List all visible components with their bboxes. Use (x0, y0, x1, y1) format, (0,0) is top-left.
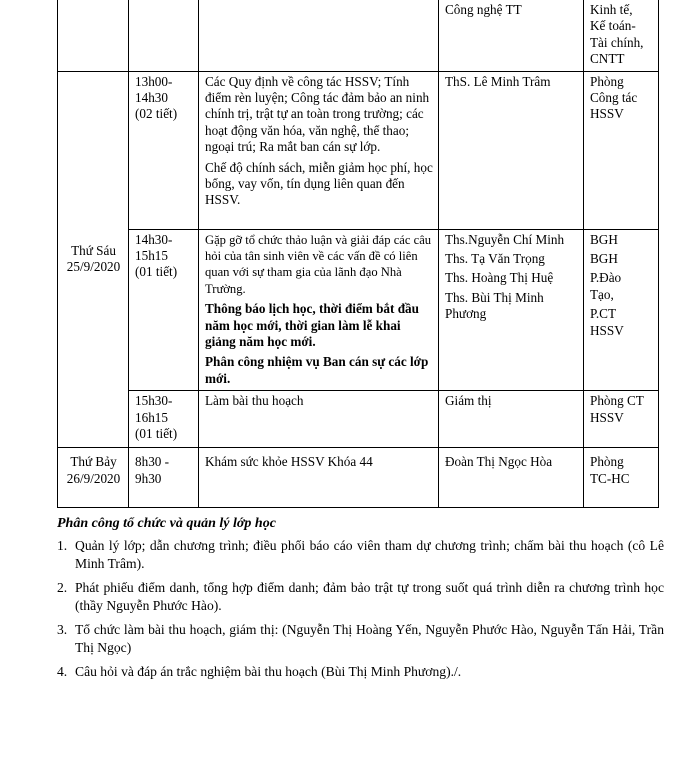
day-cell-saturday: Thứ Bảy 26/9/2020 (58, 448, 129, 508)
content-cell: Các Quy định về công tác HSSV; Tính điểm rèn luyện; Công tác đảm bảo an ninh chính trị, trật tự an toàn trong trường; các hoạt động văn hóa, văn nghệ, thể thao; ngoại trú; Ra mắt ban cán sự lớp. Chế độ chính sách, miễn giảm học phí, học bổng, vay vốn, tín dụng liên quan đến HSSV. (199, 71, 439, 229)
table-row (58, 391, 659, 448)
content-cell (199, 0, 439, 71)
list-item: 4. Câu hỏi và đáp án trắc nghiệm bài thu hoạch (Bùi Thị Minh Phương)./. (57, 664, 462, 679)
unit-cell: Phòng Công tác HSSV (584, 71, 659, 229)
content-cell: Làm bài thu hoạch (199, 391, 439, 448)
unit-cell: BGH BGH P.Đào Tạo, P.CT HSSV (584, 229, 659, 391)
table-row (58, 448, 659, 508)
time-cell: 14h30- 15h15 (01 tiết) (129, 229, 199, 391)
list-item: 2. Phát phiếu điểm danh, tổng hợp điểm danh; đảm bảo trật tự trong suốt quá trình diễn ra chương trình học (thầy Nguyễn Phước Hào). (57, 580, 664, 613)
unit-cell: Phòng TC-HC (584, 448, 659, 508)
assignment-list (57, 537, 664, 687)
content-cell: Gặp gỡ tổ chức thảo luận và giải đáp các câu hỏi của tân sinh viên về các vấn đề có liên quan với sự tham gia của lãnh đạo Nhà Trường. Thông báo lịch học, thời điểm bắt đầu năm học mới, thời gian làm lễ khai giảng năm học mới. Phân công nhiệm vụ Ban cán sự các lớp mới. (199, 229, 439, 391)
staff-cell: Đoàn Thị Ngọc Hòa (439, 448, 584, 508)
time-cell: 13h00- 14h30 (02 tiết) (129, 71, 199, 229)
table-row (58, 0, 659, 71)
unit-cell: Kinh tế, Kế toán- Tài chính, CNTT (584, 0, 659, 71)
day-cell (58, 0, 129, 71)
time-cell: 8h30 - 9h30 (129, 448, 199, 508)
table-row (58, 71, 659, 229)
time-cell: 15h30- 16h15 (01 tiết) (129, 391, 199, 448)
list-item: 1. Quản lý lớp; dẫn chương trình; điều phối báo cáo viên tham dự chương trình; chấm bài thu hoạch (cô Lê Minh Trâm). (57, 538, 664, 571)
day-cell-friday: Thứ Sáu 25/9/2020 (58, 71, 129, 448)
unit-cell: Phòng CT HSSV (584, 391, 659, 448)
section-heading: Phân công tổ chức và quản lý lớp học (57, 516, 276, 531)
list-item: 3. Tổ chức làm bài thu hoạch, giám thị: (Nguyễn Thị Hoàng Yến, Nguyễn Phước Hào, Nguyễn Tấn Hải, Trần Thị Ngọc) (57, 622, 664, 655)
staff-cell: Công nghệ TT (439, 0, 584, 71)
time-cell (129, 0, 199, 71)
content-cell: Khám sức khỏe HSSV Khóa 44 (199, 448, 439, 508)
table-row (58, 229, 659, 391)
schedule-table (57, 0, 659, 508)
staff-cell: Ths.Nguyễn Chí Minh Ths. Tạ Văn Trọng Ths. Hoàng Thị Huệ Ths. Bùi Thị Minh Phương (439, 229, 584, 391)
staff-cell: ThS. Lê Minh Trâm (439, 71, 584, 229)
staff-cell: Giám thị (439, 391, 584, 448)
